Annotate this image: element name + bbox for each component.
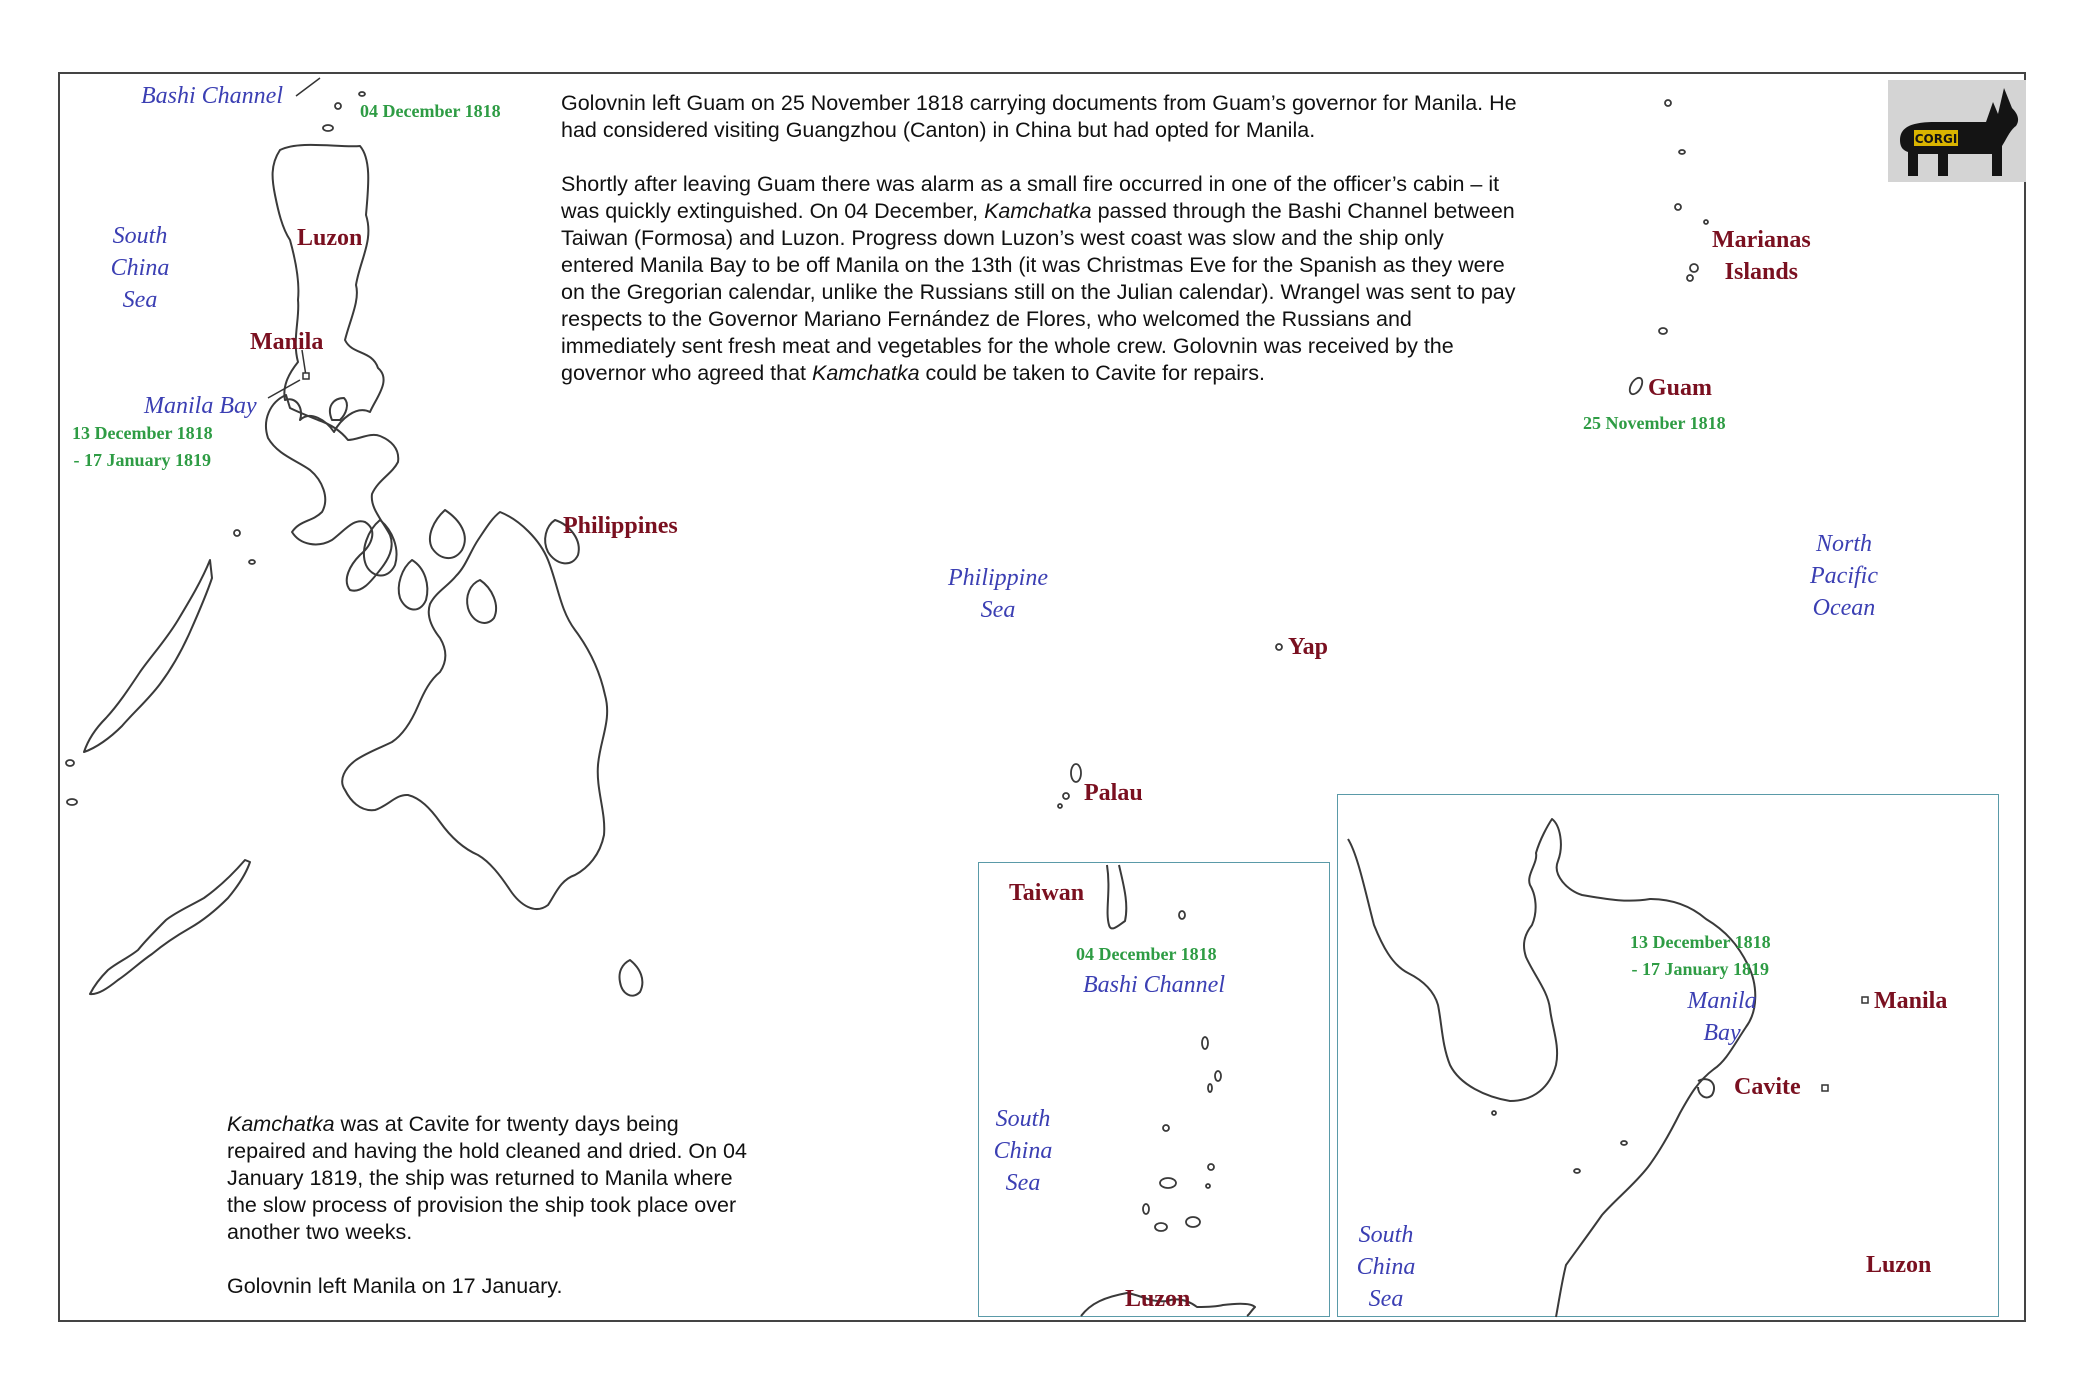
inset-manila-sea (1350, 1219, 1422, 1315)
date-line: 13 December 1818 (1630, 932, 1771, 952)
narrative-p2 (561, 171, 1521, 387)
inset-bashi-luzon: Luzon (1125, 1286, 1191, 1312)
inset-cavite-label: Cavite (1734, 1074, 1801, 1100)
narrative-bottom-p1 (227, 1111, 747, 1246)
narrative-top (561, 90, 1521, 414)
manila-date-label (72, 420, 213, 474)
sea-line: Manila (1687, 988, 1757, 1014)
logo-text: CORGI (1914, 132, 1958, 146)
ship-name: Kamchatka (227, 1112, 335, 1136)
ship-name: Kamchatka (984, 199, 1092, 223)
inset-manila-bay (1684, 985, 1760, 1049)
bashi-date-label: 04 December 1818 (360, 101, 501, 121)
inset-bashi-channel: Bashi Channel (1083, 972, 1225, 998)
sea-line: Sea (1368, 1286, 1404, 1312)
bashi-channel-label: Bashi Channel (141, 83, 283, 109)
sea-line: South (995, 1106, 1051, 1132)
guam-label: Guam (1648, 375, 1713, 401)
guam-date-label: 25 November 1818 (1583, 413, 1726, 433)
philippine-sea-label (940, 562, 1056, 626)
sea-line: Bay (1703, 1020, 1741, 1046)
manila-bay-coast (1338, 795, 2000, 1318)
sea-line: China (1356, 1254, 1416, 1280)
place-line: Marianas (1712, 227, 1811, 253)
date-line: - 17 January 1819 (73, 450, 212, 470)
text-run: passed through the Bashi Channel between Taiwan (Formosa) and Luzon. Progress down Luzon’s west coast was slow and the ship only entered Manila Bay to be off Manila on the 13th (it was Christmas Eve for the Spanish as they were on the Gregorian calendar, unlike the Russians still on the Julian calendar). Wrangel was sent to pay respects to the Governor Mariano Fernández de Flores, who welcomed the Russians and immediately sent fresh meat and vegetables for the whole crew. Golovnin was received by the governor who agreed that (561, 199, 1516, 385)
philippines-label: Philippines (563, 513, 678, 539)
narrative-bottom (227, 1111, 747, 1327)
sea-line: Sea (122, 287, 158, 313)
north-pacific-label (1808, 528, 1880, 624)
corgi-icon (1888, 80, 2026, 182)
text-run: Shortly after leaving Guam there was alarm as a small fire occurred in one of the officer’s cabin – it was quickly extinguished. On 04 December, (561, 172, 1500, 223)
palau-label: Palau (1084, 780, 1143, 806)
marianas-label (1712, 224, 1811, 288)
inset-manila-date (1630, 929, 1771, 983)
sea-line: South (1358, 1222, 1414, 1248)
sea-line: Philippine (948, 565, 1048, 591)
manila-label: Manila (250, 329, 324, 355)
sea-line: Sea (1005, 1170, 1041, 1196)
yap-label: Yap (1288, 634, 1329, 660)
text-run: could be taken to Cavite for repairs. (919, 361, 1265, 385)
sea-line: China (110, 255, 170, 281)
inset-manila-label: Manila (1874, 988, 1948, 1014)
sea-line: China (993, 1138, 1053, 1164)
corgi-logo (1888, 80, 2026, 182)
sea-line: North (1815, 531, 1872, 557)
inset-bashi-sea (987, 1103, 1059, 1199)
sea-line: Ocean (1812, 595, 1876, 621)
sea-line: South (112, 223, 168, 249)
sea-line: Sea (980, 597, 1016, 623)
manila-bay-label: Manila Bay (144, 393, 257, 419)
south-china-sea-label (104, 220, 176, 316)
ship-name: Kamchatka (812, 361, 920, 385)
date-line: - 17 January 1819 (1631, 959, 1770, 979)
date-line: 13 December 1818 (72, 423, 213, 443)
sea-line: Pacific (1810, 563, 1878, 589)
luzon-label: Luzon (297, 225, 363, 251)
bashi-inset-coast (979, 863, 1331, 1318)
narrative-p1: Golovnin left Guam on 25 November 1818 carrying documents from Guam’s governor for Manila. He had considered visiting Guangzhou (Canton) in China but had opted for Manila. (561, 91, 1517, 142)
inset-manila-luzon: Luzon (1866, 1252, 1932, 1278)
inset-bashi-date: 04 December 1818 (1076, 944, 1217, 964)
place-line: Islands (1724, 259, 1799, 285)
text-run: was at Cavite for twenty days being repaired and having the hold cleaned and dried. On 04 January 1819, the ship was returned to Manila where the slow process of provision the ship took place over another two weeks. (227, 1112, 747, 1244)
manila-bay-inset (1337, 794, 1999, 1317)
taiwan-label: Taiwan (1009, 880, 1085, 906)
bashi-inset (978, 862, 1330, 1317)
narrative-bottom-p2: Golovnin left Manila on 17 January. (227, 1274, 563, 1298)
